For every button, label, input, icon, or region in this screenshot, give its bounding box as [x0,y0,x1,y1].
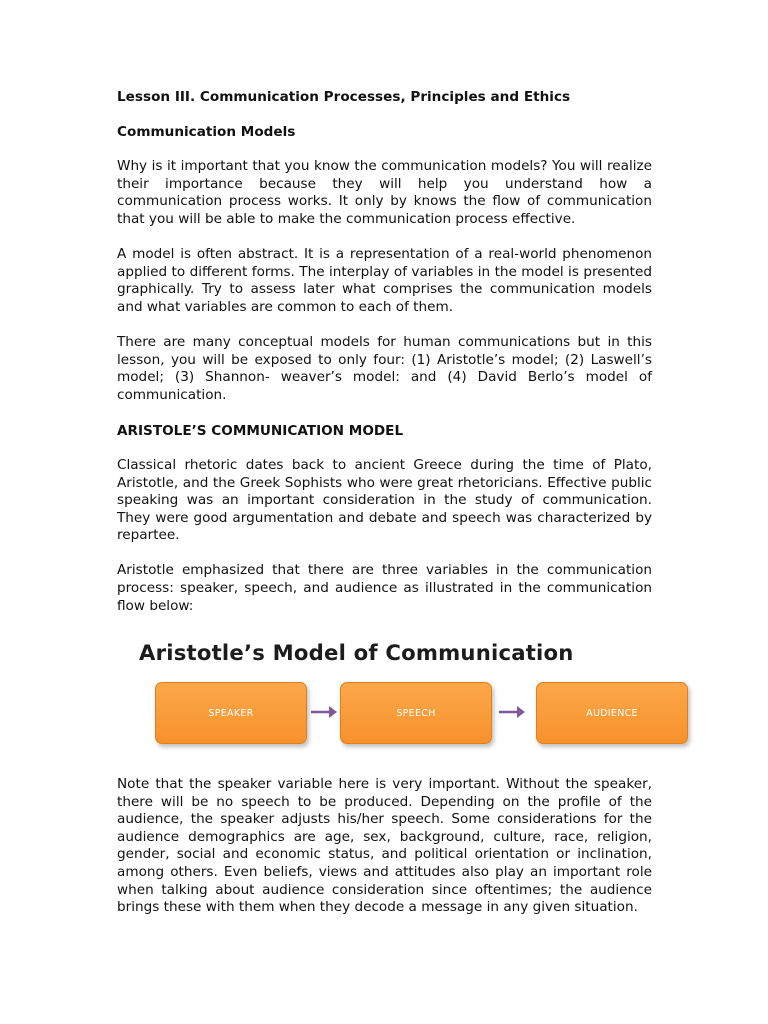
speech-box [340,682,492,744]
intro-paragraph-3: There are many conceptual models for human communications but in this lesson, you will be exposed to only four: (1) Aristotle’s model; (2) Laswell’s model; (3) Shannon- weaver’s model: and (4) David Berlo’s model of communication. [117,333,652,403]
document-body [117,88,652,615]
speaker-box-label: SPEAKER [208,707,254,719]
intro-paragraph-2: A model is often abstract. It is a representation of a real-world phenomenon applied to different forms. The interplay of variables in the model is presented graphically. Try to assess later what comprises the communication models and what variables are common to each of them. [117,245,652,315]
section-title: Communication Models [117,124,296,140]
closing-section [117,776,652,917]
speech-box-label: SPEECH [396,707,436,719]
audience-box [536,682,688,744]
arrow-right-icon [497,703,527,721]
aristotle-heading: ARISTOLE’S COMMUNICATION MODEL [117,422,404,439]
audience-box-label: AUDIENCE [586,707,638,719]
speaker-box [155,682,307,744]
aristotle-paragraph-2: Aristotle emphasized that there are three variables in the communication process: speaker, speech, and audience as illustrated in the communication flow below: [117,562,652,614]
arrow-right-icon [309,703,339,721]
aristotle-model-diagram [139,640,694,752]
lesson-title: Lesson III. Communication Processes, Principles and Ethics [117,89,571,105]
speaker-importance-paragraph: Note that the speaker variable here is very important. Without the speaker, there will be no speech to be produced. Depending on the profile of the audience, the speaker adjusts his/her speech. Some considerations for the audience demographics are age, sex, background, culture, race, religion, gender, social and economic status, and political orientation or inclination, among others. Even beliefs, views and attitudes also play an important role when talking about audience consideration since oftentimes; the audience brings these with them when they decode a message in any given situation. [117,776,652,916]
intro-paragraph-1: Why is it important that you know the communication models? You will realize their importance because they will help you understand how a communication process works. It only by knows the flow of communication that you will be able to make the communication process effective. [117,158,652,227]
diagram-title: Aristotle’s Model of Communication [139,640,574,665]
aristotle-paragraph-1: Classical rhetoric dates back to ancient Greece during the time of Plato, Aristotle, and the Greek Sophists who were great rhetoricians. Effective public speaking was an important consideration in the study of communication. They were good argumentation and debate and speech was characterized by repartee. [117,456,652,544]
